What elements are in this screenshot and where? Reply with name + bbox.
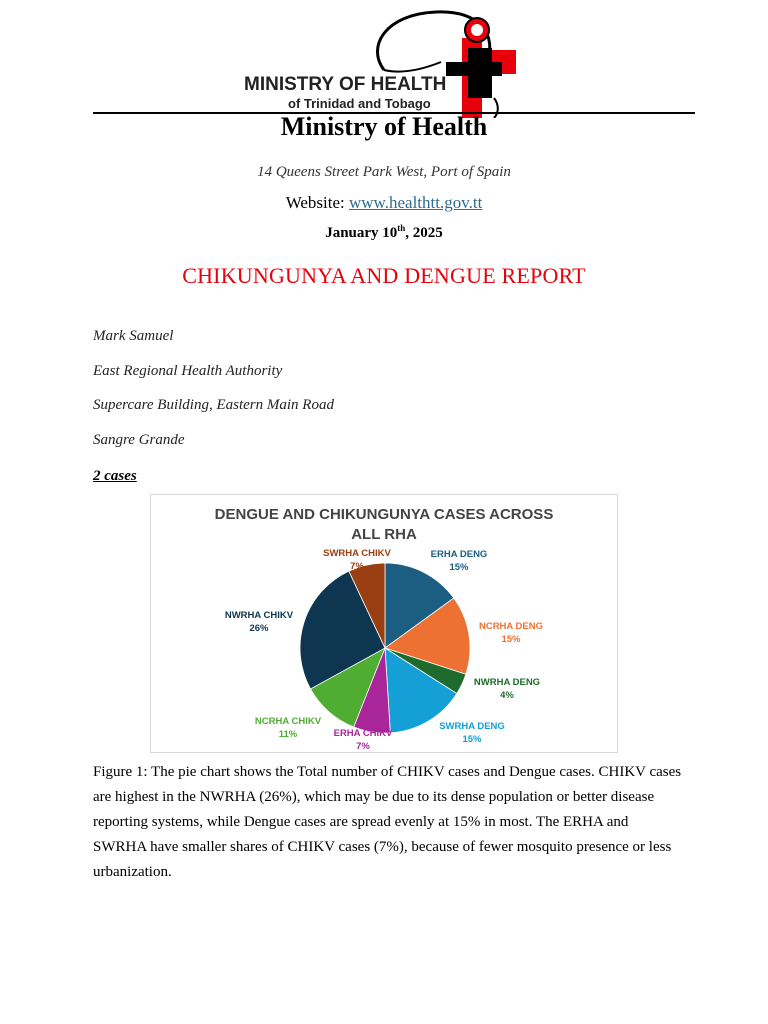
date-year: , 2025 <box>405 225 443 241</box>
slice-label: ERHA CHIKV <box>333 728 393 739</box>
chart-title-line2: ALL RHA <box>351 526 417 543</box>
slice-value-label: 15% <box>501 634 521 645</box>
recipient-address1: Supercare Building, Eastern Main Road <box>93 397 334 413</box>
website-label: Website: <box>285 193 345 212</box>
slice-label: NWRHA DENG <box>473 677 541 688</box>
slice-value-label: 11% <box>278 729 298 740</box>
ministry-logo <box>236 6 526 118</box>
logo-line1: MINISTRY OF HEALTH <box>244 74 447 95</box>
date-suffix: th <box>397 223 406 233</box>
recipient-name: Mark Samuel <box>93 328 174 344</box>
chart-title-line1: DENGUE AND CHIKUNGUNYA CASES ACROSS <box>214 506 554 523</box>
slice-label: NCRHA DENG <box>478 621 544 632</box>
slice-value-label: 15% <box>449 562 469 573</box>
figure-caption: Figure 1: The pie chart shows the Total number of CHIKV cases and Dengue cases. CHIKV cases are highest in the NWRHA (26%), which may be due to its dense population or better disease reporting systems, while Dengue cases are spread evenly at 15% in most. The ERHA and SWRHA have smaller shares of CHIKV cases (7%), because of fewer mosquito presence or less urbanization. <box>93 764 682 880</box>
address: 14 Queens Street Park West, Port of Spain <box>257 164 511 180</box>
logo-line2: of Trinidad and Tobago <box>288 96 431 111</box>
pie-chart-svg <box>151 495 617 752</box>
recipient-org: East Regional Health Authority <box>93 363 283 379</box>
cases-label: 2 cases <box>93 468 137 484</box>
slice-value-label: 7% <box>350 561 364 572</box>
recipient-address2: Sangre Grande <box>93 432 185 448</box>
date-day: January 10 <box>325 225 398 241</box>
slice-value-label: 15% <box>462 734 482 745</box>
org-title: Ministry of Health <box>280 112 488 141</box>
slice-value-label: 7% <box>356 741 370 752</box>
slice-label: NCRHA CHIKV <box>254 716 322 727</box>
report-title: CHIKUNGUNYA AND DENGUE REPORT <box>182 263 586 288</box>
slice-label: SWRHA CHIKV <box>323 548 391 559</box>
website-line <box>0 193 768 213</box>
slice-value-label: 26% <box>249 623 269 634</box>
website-link[interactable]: www.healthtt.gov.tt <box>349 193 483 212</box>
slice-label: NWRHA CHIKV <box>224 610 294 621</box>
pie-chart <box>150 494 618 753</box>
slice-label: ERHA DENG <box>430 549 488 560</box>
slice-value-label: 4% <box>500 690 514 701</box>
report-date <box>0 223 768 242</box>
slice-label: SWRHA DENG <box>439 721 505 732</box>
